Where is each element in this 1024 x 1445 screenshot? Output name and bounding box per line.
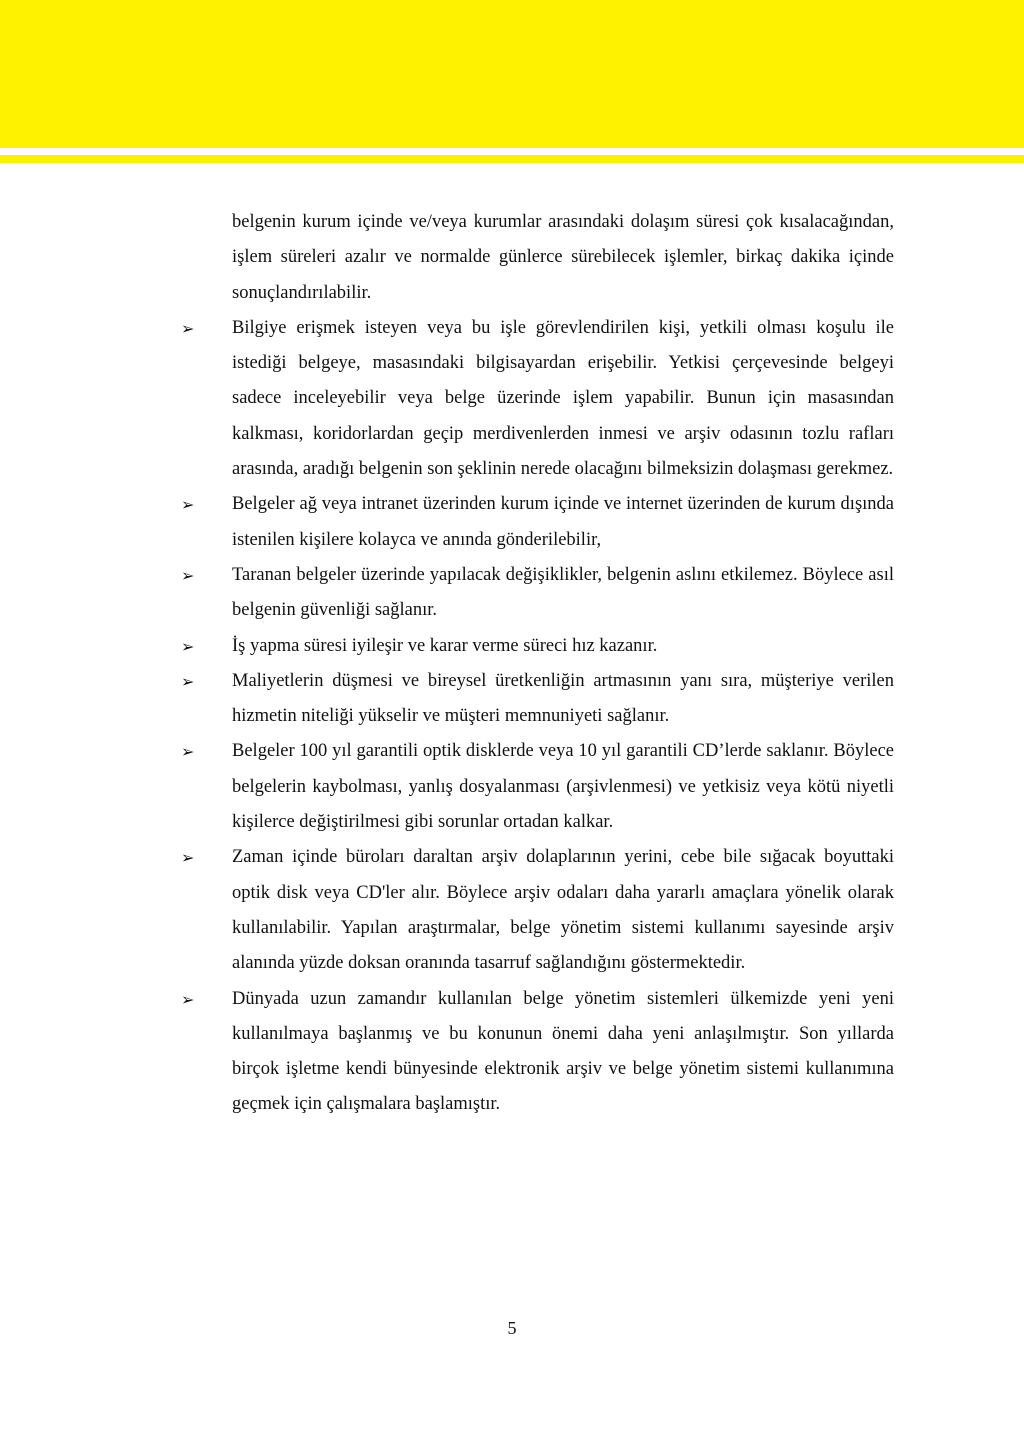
list-item-text: İş yapma süresi iyileşir ve karar verme süreci hız kazanır. xyxy=(232,635,658,656)
list-item xyxy=(181,487,894,558)
list-item-text: Zaman içinde büroları daraltan arşiv dolaplarının yerini, cebe bile sığacak boyuttaki optik disk veya CD'ler alır. Böylece arşiv odaları daha yararlı amaçlara yönelik olarak kullanılabilir. Yapılan araştırmalar, belge yönetim sistemi kullanımı sayesinde arşiv alanında yüzde doksan oranında tasarruf sağlandığını göstermektedir. xyxy=(232,847,894,974)
list-item-text: Maliyetlerin düşmesi ve bireysel üretkenliğin artmasının yanı sıra, müşteriye verilen hizmetin niteliği yükselir ve müşteri memnuniyeti sağlanır. xyxy=(232,670,894,727)
arrowhead-bullet-icon: ➢ xyxy=(181,671,195,691)
list-item xyxy=(181,840,894,981)
header-yellow-band xyxy=(0,0,1024,148)
header-yellow-stripe xyxy=(0,155,1024,163)
list-item-text: Taranan belgeler üzerinde yapılacak değişiklikler, belgenin aslını etkilemez. Böylece asıl belgenin güvenliği sağlanır. xyxy=(232,564,894,621)
list-item xyxy=(181,982,894,1123)
arrowhead-bullet-icon: ➢ xyxy=(181,742,195,762)
arrowhead-bullet-icon: ➢ xyxy=(181,565,195,585)
arrowhead-bullet-icon: ➢ xyxy=(181,495,195,515)
list-item-text: Bilgiye erişmek isteyen veya bu işle görevlendirilen kişi, yetkili olması koşulu ile istediği belgeye, masasındaki bilgisayardan erişebilir. Yetkisi çerçevesinde belgeyi sadece inceleyebilir veya belge üzerinde işlem yapabilir. Bunun için masasından kalkması, koridorlardan geçip merdivenlerden inmesi ve arşiv odasının tozlu rafları arasında, aradığı belgenin son şeklinin nerede olacağını bilmeksizin dolaşması gerekmez. xyxy=(232,317,894,480)
list-item xyxy=(181,558,894,629)
continuation-paragraph: belgenin kurum içinde ve/veya kurumlar arasındaki dolaşım süresi çok kısalacağından, işlem süreleri azalır ve normalde günlerce sürebilecek işlemler, birkaç dakika içinde sonuçlandırılabilir. xyxy=(232,212,894,303)
list-item xyxy=(181,734,894,840)
arrowhead-bullet-icon: ➢ xyxy=(181,636,195,656)
arrowhead-bullet-icon: ➢ xyxy=(181,848,195,868)
list-item-text: Belgeler 100 yıl garantili optik disklerde veya 10 yıl garantili CD’lerde saklanır. Böylece belgelerin kaybolması, yanlış dosyalanması (arşivlenmesi) ve yetkisiz veya kötü niyetli kişilerce değiştirilmesi gibi sorunlar ortadan kalkar. xyxy=(232,741,894,833)
arrowhead-bullet-icon: ➢ xyxy=(181,989,195,1009)
list-item xyxy=(181,664,894,735)
list-item xyxy=(181,629,894,664)
list-item-text: Belgeler ağ veya intranet üzerinden kurum içinde ve internet üzerinden de kurum dışında istenilen kişilere kolayca ve anında gönderilebilir, xyxy=(232,494,894,550)
arrowhead-bullet-icon: ➢ xyxy=(181,318,195,338)
list-item-text: Dünyada uzun zamandır kullanılan belge yönetim sistemleri ülkemizde yeni yeni kullanılmaya başlanmış ve bu konunun önemi daha yeni anlaşılmıştır. Son yıllarda birçok işletme kendi bünyesinde elektronik arşiv ve belge yönetim sistemi kullanımına geçmek için çalışmalara başlamıştır. xyxy=(232,988,894,1115)
body-content xyxy=(0,205,1024,1123)
page-number: 5 xyxy=(507,1318,517,1338)
list-item xyxy=(181,311,894,487)
